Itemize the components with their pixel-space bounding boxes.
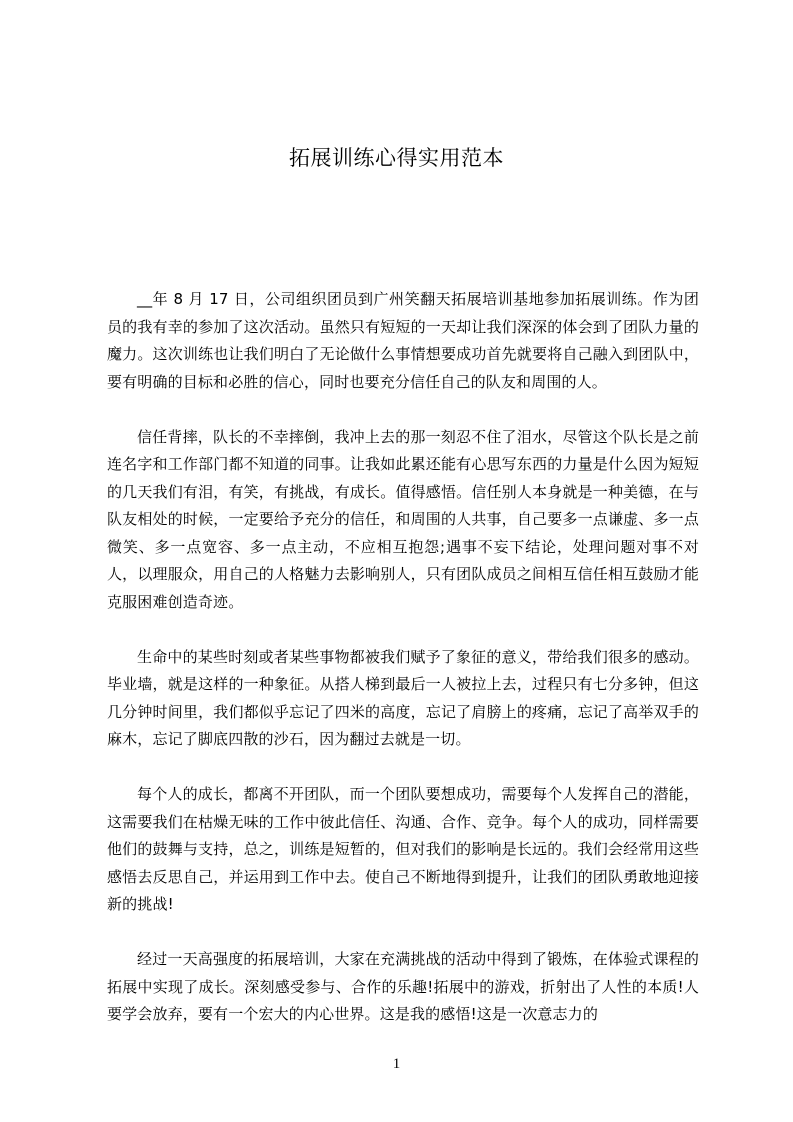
document-title: 拓展训练心得实用范本 bbox=[289, 146, 504, 170]
paragraph-5: 经过一天高强度的拓展培训，大家在充满挑战的活动中得到了锻炼，在体验式课程的拓展中实现了成长。深刻感受参与、合作的乐趣!拓展中的游戏，折射出了人性的本质!人要学会放弃，要有一个宏大的内心世界。这是我的感悟!这是一次意志力的 bbox=[107, 950, 699, 1023]
paragraph-2: 信任背摔，队长的不幸摔倒，我冲上去的那一刻忍不住了泪水，尽管这个队长是之前连名字和工作部门都不知道的同事。让我如此累还能有心思写东西的力量是什么因为短短的几天我们有泪，有笑，有挑战，有成长。值得感悟。信任别人本身就是一种美德，在与队友相处的时候，一定要给予充分的信任，和周围的人共事，自己要多一点谦虚、多一点微笑、多一点宽容、多一点主动，不应相互抱怨;遇事不妄下结论，处理问题对事不对人，以理服众，用自己的人格魅力去影响别人，只有团队成员之间相互信任相互鼓励才能克服困难创造奇迹。 bbox=[107, 427, 699, 611]
paragraph-4: 每个人的成长，都离不开团队，而一个团队要想成功，需要每个人发挥自己的潜能，这需要我们在枯燥无味的工作中彼此信任、沟通、合作、竞争。每个人的成功，同样需要他们的鼓舞与支持，总之，训练是短暂的，但对我们的影响是长远的。我们会经常用这些感悟去反思自己，并运用到工作中去。使自己不断地得到提升，让我们的团队勇敢地迎接新的挑战! bbox=[107, 785, 699, 913]
document-body bbox=[107, 286, 699, 1056]
paragraph-3: 生命中的某些时刻或者某些事物都被我们赋予了象征的意义，带给我们很多的感动。毕业墙，就是这样的一种象征。从搭人梯到最后一人被拉上去，过程只有七分多钟，但这几分钟时间里，我们都似乎忘记了四米的高度，忘记了肩膀上的疼痛，忘记了高举双手的麻木，忘记了脚底四散的沙石，因为翻过去就是一切。 bbox=[107, 647, 699, 748]
page-number: 1 bbox=[392, 1056, 401, 1072]
paragraph-1: __年 8 月 17 日，公司组织团员到广州笑翻天拓展培训基地参加拓展训练。作为团员的我有幸的参加了这次活动。虽然只有短短的一天却让我们深深的体会到了团队力量的魔力。这次训练也让我们明白了无论做什么事情想要成功首先就要将自己融入到团队中，要有明确的目标和必胜的信心，同时也要充分信任自己的队友和周围的人。 bbox=[107, 290, 699, 391]
